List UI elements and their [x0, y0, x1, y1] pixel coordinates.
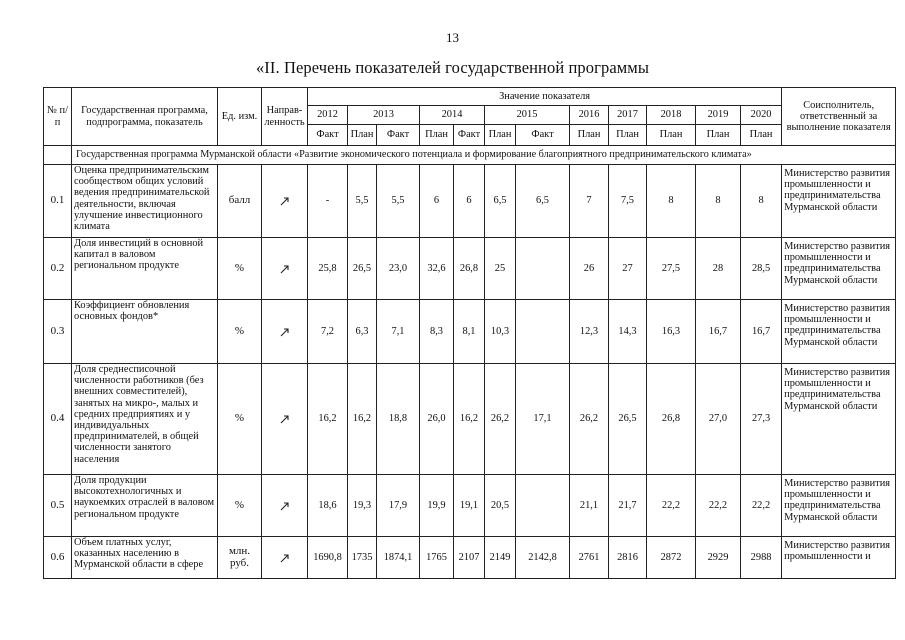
- header-sub: План: [570, 125, 609, 146]
- direction-arrow-icon: [264, 263, 305, 275]
- section-row: [44, 146, 896, 165]
- row-indicator-name: Доля продукции высокотехнологичных и наукоемких отраслей в валовом региональном продукте: [72, 475, 218, 537]
- row-value: 8,1: [454, 300, 485, 364]
- table-row: [44, 475, 896, 537]
- row-responsible: Министерство развития промышленности и предпринимательства Мурманской области: [782, 300, 896, 364]
- row-direction: [262, 475, 308, 537]
- row-responsible: Министерство развития промышленности и: [782, 537, 896, 579]
- row-value: 2929: [696, 537, 741, 579]
- row-value: 26,0: [420, 364, 454, 475]
- row-value: 6,3: [348, 300, 377, 364]
- row-value: 25,8: [308, 238, 348, 300]
- row-num: 0.2: [44, 238, 72, 300]
- row-value: 21,7: [609, 475, 647, 537]
- row-value: 8: [647, 165, 696, 238]
- row-unit: %: [218, 475, 262, 537]
- row-value: 2872: [647, 537, 696, 579]
- row-value: 8: [696, 165, 741, 238]
- row-direction: [262, 300, 308, 364]
- header-sub: План: [696, 125, 741, 146]
- header-row-1: [44, 88, 896, 106]
- row-value: 32,6: [420, 238, 454, 300]
- row-value: [516, 300, 570, 364]
- row-value: 26: [570, 238, 609, 300]
- row-value: 16,2: [308, 364, 348, 475]
- header-year: 2018: [647, 106, 696, 125]
- row-value: 22,2: [741, 475, 782, 537]
- table-body: [44, 146, 896, 579]
- row-direction: [262, 165, 308, 238]
- row-value: 28,5: [741, 238, 782, 300]
- page-number: 13: [446, 30, 459, 45]
- row-value: 12,3: [570, 300, 609, 364]
- direction-arrow-icon: [264, 195, 305, 207]
- row-value: 2988: [741, 537, 782, 579]
- document-title: «II. Перечень показателей государственной программы: [255, 58, 650, 77]
- row-value: 27,0: [696, 364, 741, 475]
- header-sub: Факт: [454, 125, 485, 146]
- row-unit: %: [218, 300, 262, 364]
- row-value: 7,1: [377, 300, 420, 364]
- row-value: 26,5: [348, 238, 377, 300]
- table-row: [44, 300, 896, 364]
- row-value: 16,7: [741, 300, 782, 364]
- table-row: [44, 537, 896, 579]
- row-num: 0.1: [44, 165, 72, 238]
- row-value: 20,5: [485, 475, 516, 537]
- row-value: 2142,8: [516, 537, 570, 579]
- row-value: 26,2: [485, 364, 516, 475]
- table-row: [44, 364, 896, 475]
- direction-arrow-icon: [264, 413, 305, 425]
- row-value: 7: [570, 165, 609, 238]
- row-direction: [262, 537, 308, 579]
- row-num: 0.6: [44, 537, 72, 579]
- row-value: 19,1: [454, 475, 485, 537]
- row-value: 19,9: [420, 475, 454, 537]
- row-value: 2149: [485, 537, 516, 579]
- row-value: 17,9: [377, 475, 420, 537]
- row-num: 0.3: [44, 300, 72, 364]
- row-value: 23,0: [377, 238, 420, 300]
- header-year: 2019: [696, 106, 741, 125]
- row-value: 17,1: [516, 364, 570, 475]
- row-unit: балл: [218, 165, 262, 238]
- row-indicator-name: Доля среднесписочной численности работников (без внешних совместителей), занятых на микро-, малых и средних предприятиях и у индивидуальных предпринимателей, в общей численности занятого населения: [72, 364, 218, 475]
- row-value: 27,5: [647, 238, 696, 300]
- header-year: 2013: [348, 106, 420, 125]
- row-value: 2816: [609, 537, 647, 579]
- header-year: 2012: [308, 106, 348, 125]
- row-value: 6: [420, 165, 454, 238]
- row-value: 21,1: [570, 475, 609, 537]
- row-responsible: Министерство развития промышленности и предпринимательства Мурманской области: [782, 364, 896, 475]
- row-value: 22,2: [647, 475, 696, 537]
- section-num-cell: [44, 146, 72, 165]
- row-value: [516, 475, 570, 537]
- row-indicator-name: Оценка предпринимательским сообществом общих условий ведения предпринимательской деятельности, включая улучшение инвестиционного климата: [72, 165, 218, 238]
- row-value: 5,5: [348, 165, 377, 238]
- row-value: 26,2: [570, 364, 609, 475]
- header-sub: План: [485, 125, 516, 146]
- row-value: 26,5: [609, 364, 647, 475]
- row-indicator-name: Коэффициент обновления основных фондов*: [72, 300, 218, 364]
- row-value: 22,2: [696, 475, 741, 537]
- row-value: 26,8: [454, 238, 485, 300]
- header-direction: Направ-ленность: [262, 88, 308, 146]
- row-value: 1735: [348, 537, 377, 579]
- header-year: 2015: [485, 106, 570, 125]
- header-sub: План: [348, 125, 377, 146]
- row-responsible: Министерство развития промышленности и предпринимательства Мурманской области: [782, 238, 896, 300]
- table-row: [44, 238, 896, 300]
- header-sub: Факт: [516, 125, 570, 146]
- direction-arrow-icon: [264, 326, 305, 338]
- row-unit: %: [218, 364, 262, 475]
- row-unit: %: [218, 238, 262, 300]
- row-direction: [262, 238, 308, 300]
- row-indicator-name: Доля инвестиций в основной капитал в валовом региональном продукте: [72, 238, 218, 300]
- row-value: 1874,1: [377, 537, 420, 579]
- row-value: 16,2: [454, 364, 485, 475]
- row-responsible: Министерство развития промышленности и предпринимательства Мурманской области: [782, 165, 896, 238]
- indicators-table: [43, 87, 896, 579]
- row-value: 6,5: [516, 165, 570, 238]
- row-value: 18,8: [377, 364, 420, 475]
- row-value: 16,2: [348, 364, 377, 475]
- header-sub: План: [647, 125, 696, 146]
- row-value: 8: [741, 165, 782, 238]
- row-value: 19,3: [348, 475, 377, 537]
- row-value: 2761: [570, 537, 609, 579]
- row-value: 1690,8: [308, 537, 348, 579]
- header-values-group: Значение показателя: [308, 88, 782, 106]
- row-value: 14,3: [609, 300, 647, 364]
- header-sub: План: [741, 125, 782, 146]
- row-value: -: [308, 165, 348, 238]
- row-unit: млн. руб.: [218, 537, 262, 579]
- row-value: 27: [609, 238, 647, 300]
- row-value: [516, 238, 570, 300]
- row-value: 8,3: [420, 300, 454, 364]
- section-title: Государственная программа Мурманской области «Развитие экономического потенциала и формирование благоприятного предпринимательского климата»: [72, 146, 896, 165]
- row-responsible: Министерство развития промышленности и предпринимательства Мурманской области: [782, 475, 896, 537]
- table-header: [44, 88, 896, 146]
- header-year: 2017: [609, 106, 647, 125]
- header-year: 2014: [420, 106, 485, 125]
- row-value: 10,3: [485, 300, 516, 364]
- row-direction: [262, 364, 308, 475]
- row-value: 7,2: [308, 300, 348, 364]
- row-value: 16,3: [647, 300, 696, 364]
- header-sub: Факт: [308, 125, 348, 146]
- header-year: 2016: [570, 106, 609, 125]
- row-value: 6,5: [485, 165, 516, 238]
- header-sub: План: [609, 125, 647, 146]
- row-value: 5,5: [377, 165, 420, 238]
- row-num: 0.5: [44, 475, 72, 537]
- header-sub: Факт: [377, 125, 420, 146]
- row-value: 6: [454, 165, 485, 238]
- table-row: [44, 165, 896, 238]
- header-responsible: Соисполнитель, ответственный за выполнение показателя: [782, 88, 896, 146]
- row-value: 16,7: [696, 300, 741, 364]
- row-value: 18,6: [308, 475, 348, 537]
- row-value: 27,3: [741, 364, 782, 475]
- row-value: 2107: [454, 537, 485, 579]
- header-num: № п/п: [44, 88, 72, 146]
- row-value: 1765: [420, 537, 454, 579]
- row-value: 25: [485, 238, 516, 300]
- row-value: 7,5: [609, 165, 647, 238]
- direction-arrow-icon: [264, 552, 305, 564]
- header-sub: План: [420, 125, 454, 146]
- row-value: 28: [696, 238, 741, 300]
- direction-arrow-icon: [264, 500, 305, 512]
- header-unit: Ед. изм.: [218, 88, 262, 146]
- row-num: 0.4: [44, 364, 72, 475]
- row-value: 26,8: [647, 364, 696, 475]
- row-indicator-name: Объем платных услуг, оказанных населению в Мурманской области в сфере: [72, 537, 218, 579]
- header-name: Государственная программа, подпрограмма, показатель: [72, 88, 218, 146]
- header-year: 2020: [741, 106, 782, 125]
